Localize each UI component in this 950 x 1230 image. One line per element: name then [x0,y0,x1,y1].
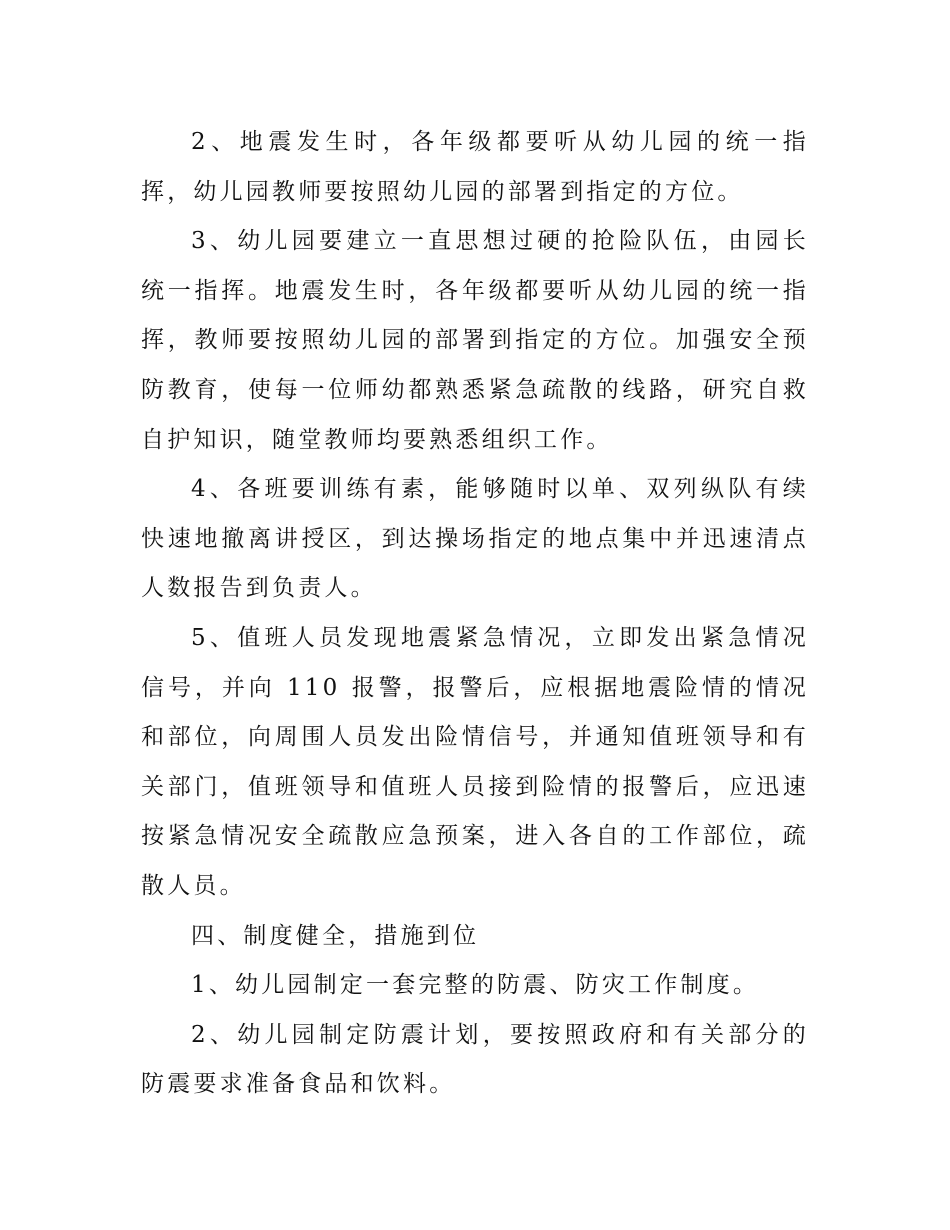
paragraph-item-2-plan-supplies: 2、幼儿园制定防震计划，要按照政府和有关部分的防震要求准备食品和饮料。 [141,1021,809,1098]
document-body [141,118,809,1110]
paragraph-item-2-earthquake-command: 2、地震发生时，各年级都要听从幼儿园的统一指挥，幼儿园教师要按照幼儿园的部署到指定的方位。 [141,129,809,205]
paragraph-item-1-system: 1、幼儿园制定一套完整的防震、防灾工作制度。 [191,972,760,999]
paragraph-item-4-evacuation-drill: 4、各班要训练有素，能够随时以单、双列纵队有续快速地撤离讲授区，到达操场指定的地点集中并迅速清点人数报告到负责人。 [141,476,809,602]
paragraph-item-3-rescue-team: 3、幼儿园要建立一直思想过硬的抢险队伍，由园长统一指挥。地震发生时，各年级都要听从幼儿园的统一指挥，教师要按照幼儿园的部署到指定的方位。加强安全预防教育，使每一位师幼都熟悉紧急疏散的线路，研究自救自护知识，随堂教师均要熟悉组织工作。 [141,228,809,453]
paragraph-item-5-duty-alarm: 5、值班人员发现地震紧急情况，立即发出紧急情况信号，并向 110 报警，报警后，应根据地震险情的情况和部位，向周围人员发出险情信号，并通知值班领导和有关部门，值班领导和值班人员接到险情的报警后，应迅速按紧急情况安全疏散应急预案，进入各自的工作部位，疏散人员。 [141,624,809,899]
section-heading-system-measures: 四、制度健全，措施到位 [191,922,480,949]
